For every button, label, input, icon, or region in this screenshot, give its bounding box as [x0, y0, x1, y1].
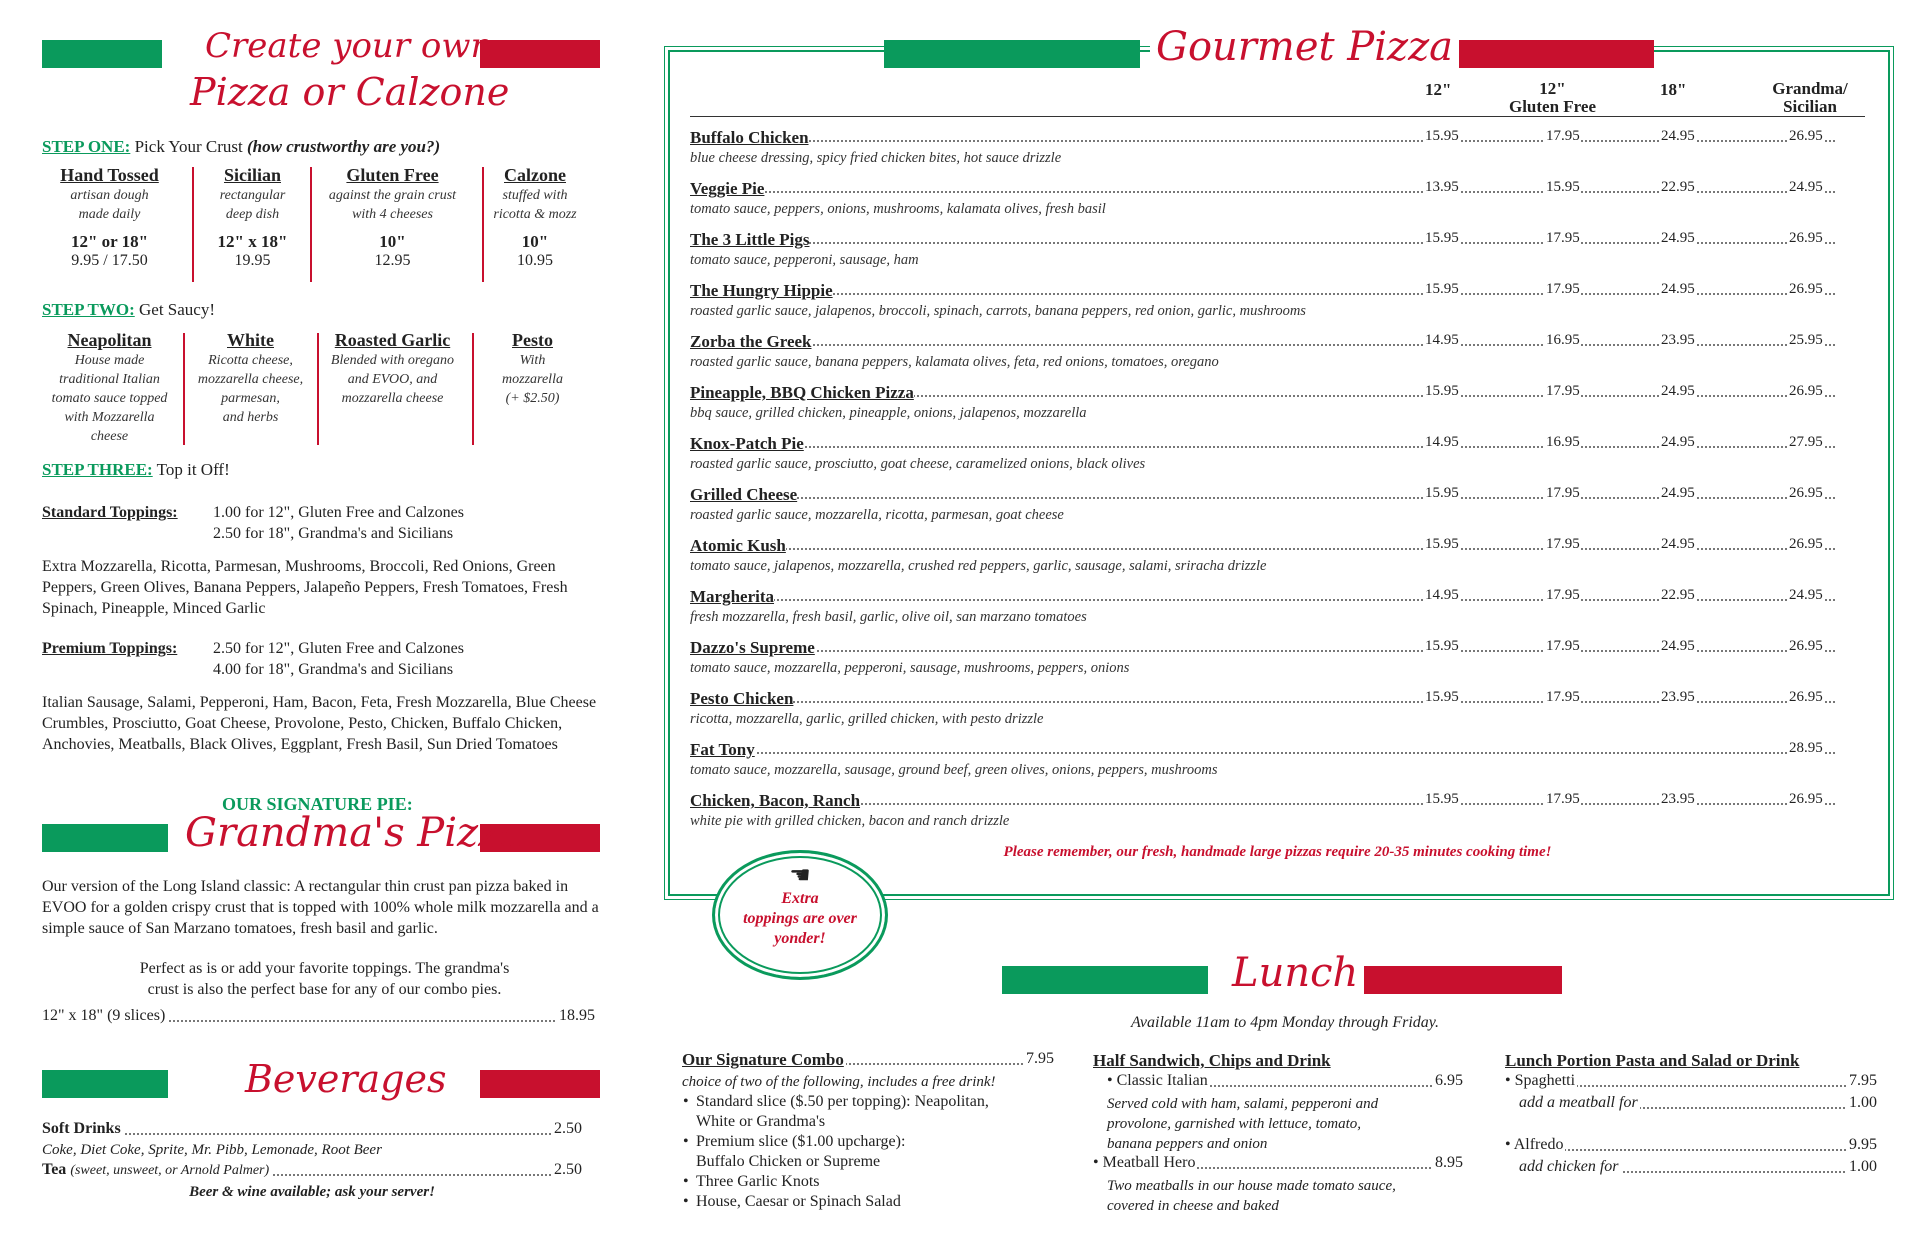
pizza-price: 15.95	[1425, 230, 1459, 246]
grandma-price: 18.95	[559, 1007, 595, 1024]
red-bar	[1364, 966, 1562, 994]
combo-option-text: Premium slice ($1.00 upcharge):	[696, 1133, 906, 1150]
pizza-price: 16.95	[1546, 332, 1580, 348]
pizza-price: 17.95	[1546, 638, 1580, 654]
combo-note: choice of two of the following, includes a free drink!	[682, 1074, 996, 1090]
crust-price: 12.95	[374, 252, 411, 269]
red-bar	[480, 40, 600, 68]
pizza-price: 17.95	[1546, 281, 1580, 297]
standard-toppings-list: Extra Mozzarella, Ricotta, Parmesan, Mushrooms, Broccoli, Red Onions, Green Peppers, Green Olives, Banana Peppers, Jalapeño Peppers, Fresh Tomatoes, Fresh Spinach, Pineapple, Minced Garlic	[42, 558, 568, 617]
soft-drinks-label: Soft Drinks	[42, 1120, 121, 1137]
sauce-desc: parmesan,	[221, 391, 280, 406]
pizza-name: Margherita	[690, 587, 775, 606]
pizza-price: 15.95	[1425, 485, 1459, 501]
step-two-text: Get Saucy!	[139, 300, 216, 319]
step-one-note: (how crustworthy are you?)	[247, 137, 441, 156]
header-grandma: Grandma/	[1772, 79, 1848, 98]
premium-toppings-label	[42, 638, 177, 659]
grandma-description: Our version of the Long Island classic: A rectangular thin crust pan pizza baked in EVOO for a golden crispy crust that is topped with 100% whole milk mozzarella and a simple sauce of San Marzano tomatoes, fresh basil and garlic.	[42, 878, 599, 937]
pizza-price: 22.95	[1661, 179, 1695, 195]
desc-line: banana peppers and onion	[1107, 1136, 1268, 1152]
combo-option	[696, 1132, 1054, 1172]
crust-desc: against the grain crust	[328, 188, 457, 203]
sauce-desc: and EVOO, and	[347, 372, 438, 387]
pizza-price: 28.95	[1789, 740, 1823, 756]
pizza-name: Zorba the Greek	[690, 332, 812, 351]
sandwich-item-2: • Meatball Hero	[1093, 1154, 1196, 1171]
sauce-desc: With	[519, 353, 546, 368]
combo-price: 7.95	[1026, 1050, 1054, 1067]
standard-label-text: Standard Toppings:	[42, 504, 178, 521]
pizza-price: 15.95	[1425, 383, 1459, 399]
divider	[317, 333, 319, 445]
header-sicilian: Sicilian	[1783, 97, 1837, 116]
crust-size: 12" x 18"	[217, 232, 288, 251]
combo-option: • Three Garlic Knots	[696, 1172, 1054, 1192]
crust-calzone	[485, 165, 585, 270]
pizza-price: 23.95	[1661, 332, 1695, 348]
sandwich-desc-1	[1107, 1094, 1463, 1154]
crust-name: Hand Tossed	[60, 165, 159, 185]
sauce-desc: mozzarella cheese,	[197, 372, 304, 387]
pizza-price: 24.95	[1661, 536, 1695, 552]
grandma-price-row	[42, 1007, 595, 1029]
soft-drinks-row	[42, 1120, 582, 1142]
crust-price: 19.95	[234, 252, 271, 269]
pizza-price: 26.95	[1789, 128, 1823, 144]
create-title-line2: Pizza or Calzone	[190, 70, 510, 114]
green-bar	[884, 40, 1140, 68]
step-three-text: Top it Off!	[156, 460, 230, 479]
sauce-neapolitan	[42, 330, 177, 446]
create-title-line1: Create your own	[205, 26, 493, 66]
pasta-heading: Lunch Portion Pasta and Salad or Drink	[1505, 1051, 1800, 1070]
standard-toppings-label	[42, 502, 178, 523]
divider	[192, 167, 194, 282]
pizza-name: Grilled Cheese	[690, 485, 798, 504]
pizza-price: 25.95	[1789, 332, 1823, 348]
badge-text	[715, 889, 885, 949]
pizza-price: 24.95	[1789, 587, 1823, 603]
standard-toppings-price2: 2.50 for 18", Grandma's and Sicilians	[213, 525, 454, 542]
gourmet-pizza-row	[690, 281, 1835, 331]
header-rule	[690, 116, 1865, 117]
crust-price: 10.95	[517, 252, 553, 269]
divider	[482, 167, 484, 282]
pizza-description: fresh mozzarella, fresh basil, garlic, olive oil, san marzano tomatoes	[690, 609, 1087, 625]
crust-desc: with 4 cheeses	[352, 207, 433, 222]
pizza-price: 14.95	[1425, 332, 1459, 348]
crust-desc: deep dish	[225, 207, 280, 222]
pizza-price: 26.95	[1789, 230, 1823, 246]
desc-line: Two meatballs in our house made tomato sauce,	[1107, 1178, 1396, 1194]
pizza-description: ricotta, mozzarella, garlic, grilled chicken, with pesto drizzle	[690, 711, 1044, 727]
pizza-price: 26.95	[1789, 689, 1823, 705]
grandma-title: Grandma's Pizza	[185, 810, 524, 856]
pizza-description: blue cheese dressing, spicy fried chicken bites, hot sauce drizzle	[690, 150, 1062, 166]
pizza-price: 17.95	[1546, 536, 1580, 552]
pizza-description: tomato sauce, mozzarella, sausage, ground beef, green olives, onions, peppers, mushrooms	[690, 762, 1218, 778]
pizza-description: bbq sauce, grilled chicken, pineapple, onions, jalapenos, mozzarella	[690, 405, 1087, 421]
pizza-price: 24.95	[1661, 128, 1695, 144]
cooking-time-note: Please remember, our fresh, handmade large pizzas require 20-35 minutes cooking time!	[1003, 844, 1552, 860]
sauce-roasted-garlic	[320, 330, 465, 408]
signature-pie-label: OUR SIGNATURE PIE:	[222, 794, 413, 814]
red-bar	[480, 1070, 600, 1098]
pasta-price-1: 7.95	[1849, 1072, 1877, 1089]
pizza-description: roasted garlic sauce, mozzarella, ricotta, parmesan, goat cheese	[690, 507, 1064, 523]
green-bar	[1002, 966, 1208, 994]
pasta-item-1-text: Spaghetti	[1514, 1072, 1576, 1089]
premium-label-text: Premium Toppings:	[42, 640, 178, 657]
pizza-price: 24.95	[1661, 434, 1695, 450]
pizza-price: 26.95	[1789, 281, 1823, 297]
pizza-price: 15.95	[1425, 281, 1459, 297]
pizza-name: Buffalo Chicken	[690, 128, 809, 147]
sauce-white	[188, 330, 313, 427]
pizza-price: 24.95	[1661, 281, 1695, 297]
sauce-desc: and herbs	[222, 410, 279, 425]
step-one-text: Pick Your Crust	[134, 137, 243, 156]
sauce-name: Neapolitan	[67, 330, 152, 350]
combo-option-text: Standard slice ($.50 per topping): Neapolitan,	[696, 1093, 989, 1110]
gourmet-pizza-row	[690, 230, 1835, 280]
crust-desc: stuffed with	[502, 188, 568, 203]
pizza-price: 15.95	[1425, 791, 1459, 807]
beverages-title: Beverages	[245, 1057, 447, 1101]
pizza-description: tomato sauce, jalapenos, mozzarella, crushed red peppers, garlic, sausage, salami, sriracha drizzle	[690, 558, 1267, 574]
combo-option-text: Buffalo Chicken or Supreme	[696, 1153, 881, 1170]
gourmet-pizza-row	[690, 332, 1835, 382]
badge-line: yonder!	[774, 930, 826, 947]
lunch-sandwich	[1093, 1050, 1463, 1216]
sauce-desc: cheese	[90, 429, 129, 444]
desc-line: provolone, garnished with lettuce, tomato,	[1107, 1116, 1361, 1132]
sauce-desc: House made	[74, 353, 145, 368]
sandwich-price-2: 8.95	[1435, 1154, 1463, 1171]
gourmet-pizza-row	[690, 128, 1835, 178]
green-bar	[42, 40, 162, 68]
pizza-description: roasted garlic sauce, banana peppers, kalamata olives, feta, red onions, tomatoes, oregano	[690, 354, 1219, 370]
pizza-price: 26.95	[1789, 485, 1823, 501]
pizza-price: 14.95	[1425, 587, 1459, 603]
pasta-addon-2: add chicken for	[1519, 1158, 1619, 1175]
step-one-heading	[42, 137, 440, 157]
pizza-price: 14.95	[1425, 434, 1459, 450]
step-three-label: STEP THREE:	[42, 460, 153, 479]
pizza-name: Pineapple, BBQ Chicken Pizza	[690, 383, 914, 402]
pizza-name: The Hungry Hippie	[690, 281, 833, 300]
sauce-desc: mozzarella cheese	[341, 391, 444, 406]
sandwich-price-1: 6.95	[1435, 1072, 1463, 1089]
pizza-name: The 3 Little Pigs	[690, 230, 810, 249]
gourmet-pizza-row	[690, 485, 1835, 535]
soft-drinks-desc: Coke, Diet Coke, Sprite, Mr. Pibb, Lemonade, Root Beer	[42, 1142, 382, 1158]
pizza-name: Pesto Chicken	[690, 689, 794, 708]
divider	[183, 333, 185, 445]
pizza-description: roasted garlic sauce, jalapenos, broccoli, spinach, carrots, banana peppers, red onion, garlic, mushrooms	[690, 303, 1306, 319]
pasta-item-1: • Spaghetti	[1505, 1072, 1576, 1089]
crust-hand-tossed	[42, 165, 177, 270]
desc-line: covered in cheese and baked	[1107, 1198, 1279, 1214]
sauce-desc: mozzarella	[502, 372, 563, 387]
pizza-name: Atomic Kush	[690, 536, 786, 555]
dot-leader	[690, 752, 1835, 754]
tea-row	[42, 1161, 582, 1183]
step-two-heading	[42, 300, 215, 320]
crust-gluten-free	[315, 165, 470, 270]
grandma-note-1: Perfect as is or add your favorite toppings. The grandma's	[139, 960, 510, 977]
pizza-price: 13.95	[1425, 179, 1459, 195]
soft-drinks-price: 2.50	[554, 1120, 582, 1137]
pizza-price: 17.95	[1546, 485, 1580, 501]
gourmet-title: Gourmet Pizza	[1150, 24, 1459, 70]
header-grandma-sicilian	[1755, 80, 1865, 116]
crust-size: 10"	[379, 232, 406, 251]
tea-label: Tea	[42, 1161, 67, 1178]
pasta-item-2: • Alfredo	[1505, 1136, 1564, 1153]
pasta-addon-price-2: 1.00	[1849, 1158, 1877, 1175]
lunch-pasta	[1505, 1050, 1877, 1180]
header-gluten-free: Gluten Free	[1508, 97, 1597, 116]
gourmet-pizza-row	[690, 536, 1835, 586]
gourmet-pizza-row	[690, 587, 1835, 637]
lunch-title: Lunch	[1232, 950, 1359, 996]
sauce-desc: (+ $2.50)	[505, 391, 560, 406]
pizza-price: 17.95	[1546, 128, 1580, 144]
crust-name: Calzone	[504, 165, 566, 185]
pizza-description: tomato sauce, pepperoni, sausage, ham	[690, 252, 919, 268]
gourmet-pizza-row	[690, 434, 1835, 484]
pizza-name: Veggie Pie	[690, 179, 765, 198]
badge-line: Extra	[781, 890, 819, 907]
pizza-price: 24.95	[1661, 485, 1695, 501]
header-12-gluten-free	[1505, 80, 1600, 116]
desc-line: Served cold with ham, salami, pepperoni and	[1107, 1096, 1379, 1112]
pasta-addon-1: add a meatball for	[1519, 1094, 1638, 1111]
pizza-price: 24.95	[1661, 638, 1695, 654]
tea-price: 2.50	[554, 1161, 582, 1178]
combo-option	[696, 1092, 1054, 1132]
pizza-price: 26.95	[1789, 638, 1823, 654]
pizza-price: 24.95	[1789, 179, 1823, 195]
combo-name: Our Signature Combo	[682, 1050, 844, 1069]
sauce-desc: Blended with oregano	[330, 353, 455, 368]
pizza-price: 15.95	[1546, 179, 1580, 195]
pizza-price: 17.95	[1546, 587, 1580, 603]
crust-size: 12" or 18"	[70, 232, 149, 251]
crust-desc: artisan dough	[70, 188, 149, 203]
grandma-item: 12" x 18" (9 slices)	[42, 1007, 166, 1024]
sauce-desc: tomato sauce topped	[51, 391, 168, 406]
sandwich-desc-2	[1107, 1176, 1463, 1216]
pizza-description: roasted garlic sauce, prosciutto, goat cheese, caramelized onions, black olives	[690, 456, 1146, 472]
gourmet-pizza-row	[690, 740, 1835, 790]
sandwich-item-1: • Classic Italian	[1107, 1072, 1208, 1089]
step-two-label: STEP TWO:	[42, 300, 135, 319]
pizza-price: 17.95	[1546, 791, 1580, 807]
tea-note: (sweet, unsweet, or Arnold Palmer)	[70, 1163, 270, 1178]
pizza-price: 27.95	[1789, 434, 1823, 450]
gourmet-pizza-row	[690, 791, 1835, 841]
crust-name: Sicilian	[223, 165, 281, 185]
pizza-description: tomato sauce, mozzarella, pepperoni, sausage, mushrooms, peppers, onions	[690, 660, 1130, 676]
pizza-price: 17.95	[1546, 689, 1580, 705]
standard-toppings-price1: 1.00 for 12", Gluten Free and Calzones	[213, 504, 464, 521]
pizza-price: 17.95	[1546, 230, 1580, 246]
pizza-price: 26.95	[1789, 536, 1823, 552]
sauce-desc: traditional Italian	[59, 372, 160, 387]
crust-price: 9.95 / 17.50	[71, 252, 148, 269]
sandwich-item-2-text: Meatball Hero	[1102, 1154, 1196, 1171]
divider	[472, 333, 474, 445]
pasta-item-2-text: Alfredo	[1513, 1136, 1564, 1153]
header-12: 12"	[1425, 80, 1452, 99]
sauce-name: White	[227, 330, 274, 350]
sauce-desc: with Mozzarella	[64, 410, 155, 425]
pizza-price: 17.95	[1546, 383, 1580, 399]
pizza-price: 24.95	[1661, 230, 1695, 246]
pizza-price: 15.95	[1425, 128, 1459, 144]
sauce-desc: Ricotta cheese,	[208, 353, 293, 368]
header-18: 18"	[1660, 80, 1687, 99]
beer-wine-note: Beer & wine available; ask your server!	[189, 1184, 435, 1200]
sauce-pesto	[480, 330, 585, 408]
pasta-price-2: 9.95	[1849, 1136, 1877, 1153]
gourmet-pizza-row	[690, 383, 1835, 433]
sandwich-item-1-text: Classic Italian	[1116, 1072, 1208, 1089]
pizza-price: 15.95	[1425, 638, 1459, 654]
divider	[310, 167, 312, 282]
combo-option: • House, Caesar or Spinach Salad	[696, 1192, 1054, 1212]
gourmet-pizza-row	[690, 689, 1835, 739]
pizza-name: Chicken, Bacon, Ranch	[690, 791, 861, 810]
pizza-price: 22.95	[1661, 587, 1695, 603]
green-bar	[42, 1070, 168, 1098]
premium-toppings-list: Italian Sausage, Salami, Pepperoni, Ham, Bacon, Feta, Fresh Mozzarella, Blue Cheese Crumbles, Prosciutto, Goat Cheese, Provolone, Pesto, Chicken, Buffalo Chicken, Anchovies, Meatballs, Black Olives, Eggplant, Fresh Basil, Sun Dried Tomatoes	[42, 694, 597, 753]
crust-desc: rectangular	[219, 188, 286, 203]
header-12-gf-size: 12"	[1539, 79, 1566, 98]
combo-option-text: White or Grandma's	[696, 1113, 826, 1130]
sandwich-heading: Half Sandwich, Chips and Drink	[1093, 1051, 1331, 1070]
pizza-price: 23.95	[1661, 791, 1695, 807]
pizza-price: 15.95	[1425, 536, 1459, 552]
pizza-name: Knox-Patch Pie	[690, 434, 804, 453]
lunch-availability: Available 11am to 4pm Monday through Friday.	[1131, 1014, 1439, 1031]
crust-desc: made daily	[78, 207, 141, 222]
crust-desc: ricotta & mozz	[493, 207, 577, 222]
pizza-price: 26.95	[1789, 383, 1823, 399]
pizza-description: white pie with grilled chicken, bacon and ranch drizzle	[690, 813, 1010, 829]
gourmet-pizza-row	[690, 638, 1835, 688]
sauce-name: Pesto	[512, 330, 553, 350]
gourmet-pizza-row	[690, 179, 1835, 229]
extra-toppings-badge	[712, 850, 888, 980]
pizza-price: 24.95	[1661, 383, 1695, 399]
pizza-price: 23.95	[1661, 689, 1695, 705]
premium-toppings-price1: 2.50 for 12", Gluten Free and Calzones	[213, 640, 464, 657]
crust-size: 10"	[521, 232, 549, 251]
pointing-hand-icon: ☚	[789, 863, 811, 889]
grandma-note-2: crust is also the perfect base for any of our combo pies.	[147, 981, 502, 998]
pasta-addon-price-1: 1.00	[1849, 1094, 1877, 1111]
badge-line: toppings are over	[743, 910, 857, 927]
pizza-name: Dazzo's Supreme	[690, 638, 815, 657]
green-bar	[42, 824, 168, 852]
crust-name: Gluten Free	[346, 165, 439, 185]
pizza-price: 15.95	[1425, 689, 1459, 705]
pizza-price: 16.95	[1546, 434, 1580, 450]
step-one-label: STEP ONE:	[42, 137, 131, 156]
pizza-price: 26.95	[1789, 791, 1823, 807]
crust-sicilian	[195, 165, 310, 270]
premium-toppings-price2: 4.00 for 18", Grandma's and Sicilians	[213, 661, 454, 678]
step-three-heading	[42, 460, 230, 480]
pizza-description: tomato sauce, peppers, onions, mushrooms, kalamata olives, fresh basil	[690, 201, 1106, 217]
sauce-name: Roasted Garlic	[334, 330, 451, 350]
pizza-name: Fat Tony	[690, 740, 755, 759]
lunch-combo	[682, 1050, 1054, 1212]
